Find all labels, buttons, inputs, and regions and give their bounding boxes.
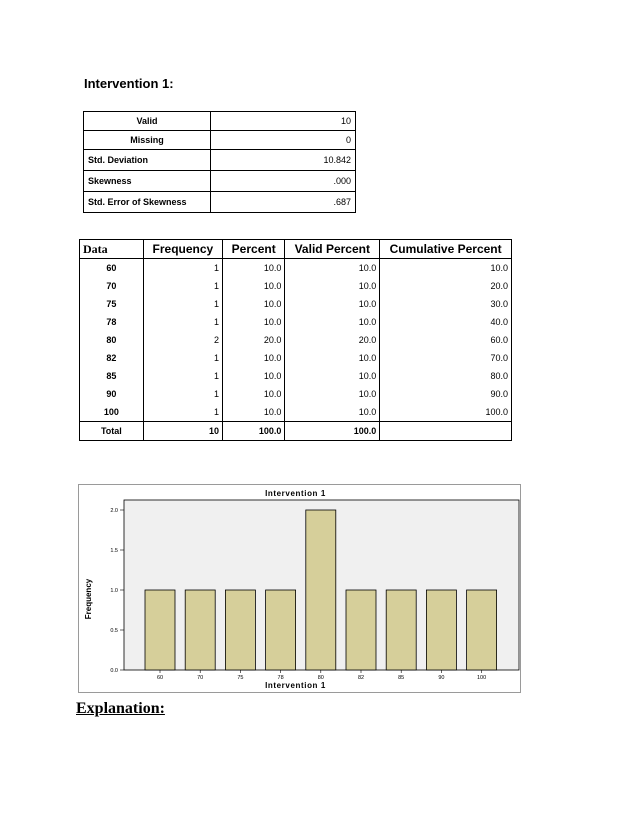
cell-value: 10.0 — [223, 313, 285, 331]
row-label: 100 — [103, 407, 119, 417]
cell-value: 1 — [143, 259, 222, 278]
cell-value: 80.0 — [380, 367, 512, 385]
y-tick-label: 1.5 — [110, 548, 118, 554]
row-label: 75 — [106, 299, 117, 309]
x-tick-label: 70 — [197, 675, 204, 681]
row-label: 60 — [106, 263, 117, 273]
cell-value: 40.0 — [380, 313, 512, 331]
cell-value: 20.0 — [223, 331, 285, 349]
cell-value: 10.0 — [223, 403, 285, 422]
cell-value: 60.0 — [380, 331, 512, 349]
bar — [386, 590, 416, 670]
stats-row — [84, 112, 356, 131]
table-row — [80, 277, 512, 295]
x-tick-label: 90 — [438, 675, 445, 681]
cell-value: 1 — [143, 295, 222, 313]
cell-value: 100.0 — [285, 422, 380, 441]
cell-value: 10.0 — [285, 295, 380, 313]
table-row — [80, 259, 512, 278]
row-label: 85 — [106, 371, 117, 381]
y-axis-label: Frequency — [84, 578, 93, 620]
x-tick-label: 85 — [398, 675, 405, 681]
stats-row — [84, 171, 356, 192]
row-label: 90 — [106, 389, 117, 399]
y-tick-label: 1.0 — [110, 588, 118, 594]
cell-value: 1 — [143, 367, 222, 385]
bar — [185, 590, 215, 670]
stats-label: Missing — [84, 131, 211, 150]
cell-value: 20.0 — [285, 331, 380, 349]
cell-value: 10.0 — [223, 295, 285, 313]
explanation-heading: Explanation: — [76, 700, 165, 717]
cell-value: 1 — [143, 313, 222, 331]
x-tick-label: 80 — [317, 675, 324, 681]
bar — [467, 590, 497, 670]
stats-label: Std. Error of Skewness — [84, 192, 211, 213]
cell-value: 2 — [143, 331, 222, 349]
cell-value: 10.0 — [223, 367, 285, 385]
x-tick-label: 82 — [357, 675, 365, 681]
cell-value: 10.0 — [285, 259, 380, 278]
bar — [426, 590, 456, 670]
column-header: Frequency — [143, 240, 222, 259]
cell-value: 10.0 — [223, 385, 285, 403]
cell-value: 1 — [143, 277, 222, 295]
stats-value: .687 — [211, 192, 356, 213]
cell-value: 10.0 — [223, 277, 285, 295]
bar-chart — [78, 484, 522, 694]
x-tick-label: 78 — [277, 675, 284, 681]
column-header: Valid Percent — [285, 240, 380, 259]
section-heading: Intervention 1: — [84, 76, 174, 91]
stats-value: .000 — [211, 171, 356, 192]
stats-row — [84, 150, 356, 171]
stats-value: 10.842 — [211, 150, 356, 171]
cell-value: 30.0 — [380, 295, 512, 313]
column-header: Cumulative Percent — [380, 240, 512, 259]
stats-label: Valid — [84, 112, 211, 131]
x-tick-label: 100 — [477, 675, 487, 681]
cell-value: 100.0 — [223, 422, 285, 441]
stats-label: Std. Deviation — [84, 150, 211, 171]
statistics-table — [83, 111, 356, 213]
table-row — [80, 367, 512, 385]
cell-value: 10.0 — [285, 313, 380, 331]
frequency-header-row — [80, 240, 512, 259]
x-tick-label: 60 — [156, 675, 164, 681]
cell-value: 1 — [143, 349, 222, 367]
cell-value: 1 — [143, 403, 222, 422]
frequency-table — [79, 239, 512, 441]
y-tick-label: 0.5 — [110, 628, 118, 634]
column-header: Percent — [223, 240, 285, 259]
bar — [346, 590, 376, 670]
cell-value: 100.0 — [380, 403, 512, 422]
table-row — [80, 403, 512, 422]
chart-title: Intervention 1 — [265, 489, 326, 498]
x-axis-label: Intervention 1 — [265, 681, 326, 690]
cell-value: 10.0 — [285, 385, 380, 403]
cell-value: 10.0 — [285, 367, 380, 385]
row-label: Total — [80, 422, 144, 441]
cell-value: 20.0 — [380, 277, 512, 295]
cell-value: 10.0 — [285, 277, 380, 295]
column-header: Data — [80, 240, 144, 259]
row-label: 82 — [106, 353, 117, 363]
y-tick-label: 0.0 — [110, 668, 118, 674]
cell-value: 10.0 — [223, 349, 285, 367]
y-tick-label: 2.0 — [110, 508, 118, 514]
table-row — [80, 295, 512, 313]
cell-value — [380, 422, 512, 441]
x-tick-label: 75 — [237, 675, 244, 681]
cell-value: 10.0 — [223, 259, 285, 278]
cell-value: 10.0 — [285, 349, 380, 367]
stats-value: 0 — [211, 131, 356, 150]
row-label: 78 — [106, 317, 117, 327]
stats-value: 10 — [211, 112, 356, 131]
stats-row — [84, 131, 356, 150]
row-label: 70 — [106, 281, 117, 291]
bar — [266, 590, 296, 670]
stats-row — [84, 192, 356, 213]
total-row — [80, 422, 512, 441]
bar — [225, 590, 255, 670]
cell-value: 70.0 — [380, 349, 512, 367]
row-label: 80 — [106, 335, 117, 345]
cell-value: 1 — [143, 385, 222, 403]
table-row — [80, 313, 512, 331]
bar — [306, 510, 336, 670]
cell-value: 10 — [143, 422, 222, 441]
bar — [145, 590, 175, 670]
cell-value: 90.0 — [380, 385, 512, 403]
cell-value: 10.0 — [380, 259, 512, 278]
table-row — [80, 385, 512, 403]
table-row — [80, 349, 512, 367]
cell-value: 10.0 — [285, 403, 380, 422]
table-row — [80, 331, 512, 349]
stats-label: Skewness — [84, 171, 211, 192]
